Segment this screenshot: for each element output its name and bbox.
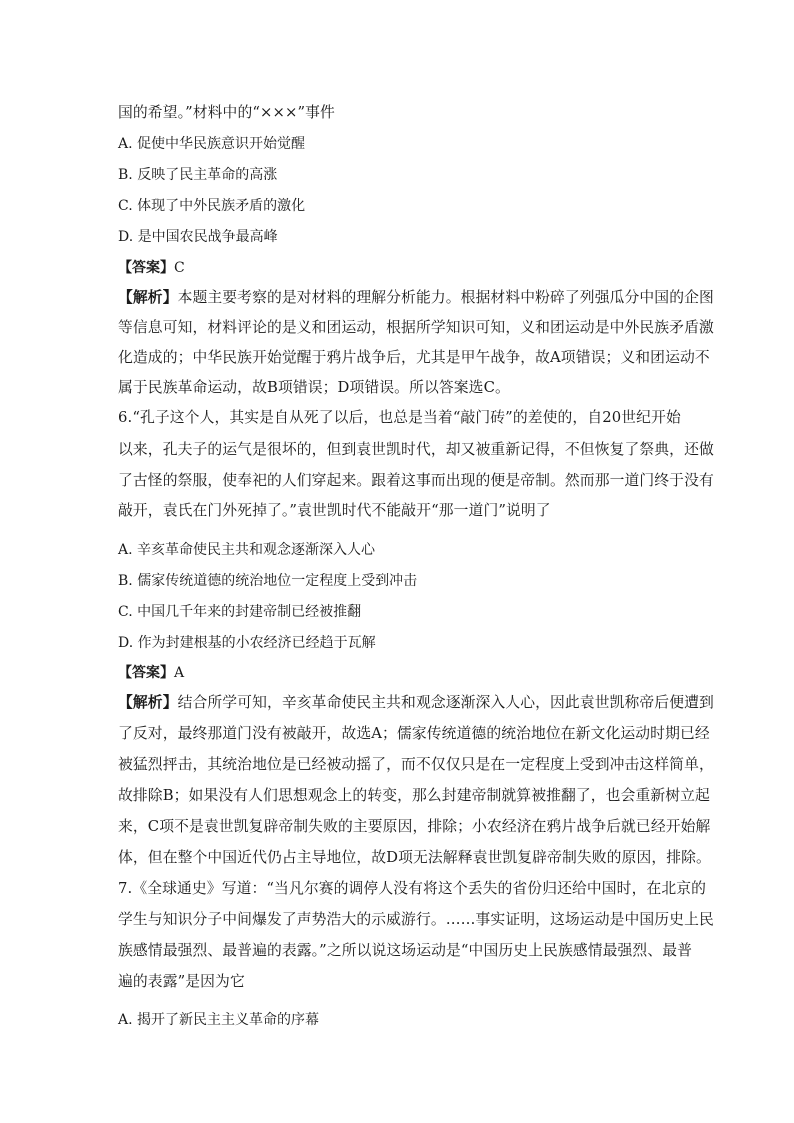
q6-analysis-line-2: 了反对，最终那道门没有被敲开，故选A；儒家传统道德的统治地位在新文化运动时期已经 bbox=[118, 725, 710, 742]
q6-answer-label: 【答案】 bbox=[118, 665, 174, 681]
q5-analysis-line-3: 化造成的；中华民族开始觉醒于鸦片战争后，尤其是甲午战争，故A项错误；义和团运动不 bbox=[118, 349, 710, 366]
q5-analysis-line-1: 【解析】本题主要考察的是对材料的理解分析能力。根据材料中粉碎了列强瓜分中国的企图 bbox=[118, 289, 714, 306]
q6-stem-line-3: 了古怪的祭服，使奉祀的人们穿起来。跟着这事而出现的便是帝制。然而那一道门终于没有 bbox=[118, 472, 714, 489]
q6-answer-value: A bbox=[174, 665, 185, 681]
q7-option-a: A. 揭开了新民主主义革命的序幕 bbox=[118, 1012, 320, 1028]
q7-stem-line-3: 族感情最强烈、最普遍的表露。”之所以说这场运动是“中国历史上民族感情最强烈、最普 bbox=[118, 942, 693, 959]
q6-analysis-line-3: 被猛烈抨击，其统治地位是已经被动摇了，而不仅仅只是在一定程度上受到冲击这样简单， bbox=[118, 756, 714, 773]
q5-answer bbox=[118, 258, 185, 278]
q6-option-d: D. 作为封建根基的小农经济已经趋于瓦解 bbox=[118, 635, 376, 651]
q5-analysis-line-2: 等信息可知，材料评论的是义和团运动，根据所学知识可知，义和团运动是中外民族矛盾激 bbox=[118, 319, 714, 336]
q7-stem-line-1: 7.《全球通史》写道：“当凡尔赛的调停人没有将这个丢失的省份归还给中国时，在北京的 bbox=[118, 880, 707, 897]
q6-stem-line-2: 以来，孔夫子的运气是很坏的，但到袁世凯时代，却又被重新记得，不但恢复了祭典，还做 bbox=[118, 441, 714, 458]
q5-analysis-line-4: 属于民族革命运动，故B项错误；D项错误。所以答案选C。 bbox=[118, 379, 510, 396]
q6-analysis-line-5: 来，C项不是袁世凯复辟帝制失败的主要原因，排除；小农经济在鸦片战争后就已经开始解 bbox=[118, 818, 711, 835]
q7-stem-line-4: 遍的表露”是因为它 bbox=[118, 973, 245, 990]
q6-analysis-label: 【解析】 bbox=[118, 694, 178, 711]
q6-option-c: C. 中国几千年来的封建帝制已经被推翻 bbox=[118, 604, 362, 620]
q6-stem-line-1: 6.“孔子这个人，其实是自从死了以后，也总是当着“敲门砖”的差使的，自20世纪开始 bbox=[118, 409, 681, 426]
q6-analysis-line-4: 故排除B；如果没有人们思想观念上的转变，那么封建帝制就算被推翻了，也会重新树立起 bbox=[118, 787, 710, 804]
q5-stem-tail: 国的希望。”材料中的“×××”事件 bbox=[118, 104, 335, 121]
q6-answer bbox=[118, 663, 184, 683]
q6-analysis-line-6: 体，但在整个中国近代仍占主导地位，故D项无法解释袁世凯复辟帝制失败的原因，排除。 bbox=[118, 849, 711, 866]
q6-option-a: A. 辛亥革命使民主共和观念逐渐深入人心 bbox=[118, 542, 376, 558]
q6-option-b: B. 儒家传统道德的统治地位一定程度上受到冲击 bbox=[118, 573, 418, 589]
q7-stem-line-2: 学生与知识分子中间爆发了声势浩大的示威游行。……事实证明，这场运动是中国历史上民 bbox=[118, 911, 714, 928]
q5-answer-label: 【答案】 bbox=[118, 260, 174, 276]
q5-option-a: A. 促使中华民族意识开始觉醒 bbox=[118, 136, 306, 152]
q6-stem-line-4: 敲开，袁氏在门外死掉了。”袁世凯时代不能敲开“那一道门”说明了 bbox=[118, 502, 551, 519]
q5-option-d: D. 是中国农民战争最高峰 bbox=[118, 229, 278, 245]
q5-analysis-label: 【解析】 bbox=[118, 289, 178, 306]
q6-analysis-line-1: 【解析】结合所学可知，辛亥革命使民主共和观念逐渐深入人心，因此袁世凯称帝后便遭到 bbox=[118, 694, 714, 711]
q5-option-c: C. 体现了中外民族矛盾的激化 bbox=[118, 198, 306, 214]
q5-answer-value: C bbox=[174, 260, 185, 276]
q5-option-b: B. 反映了民主革命的高涨 bbox=[118, 167, 278, 183]
